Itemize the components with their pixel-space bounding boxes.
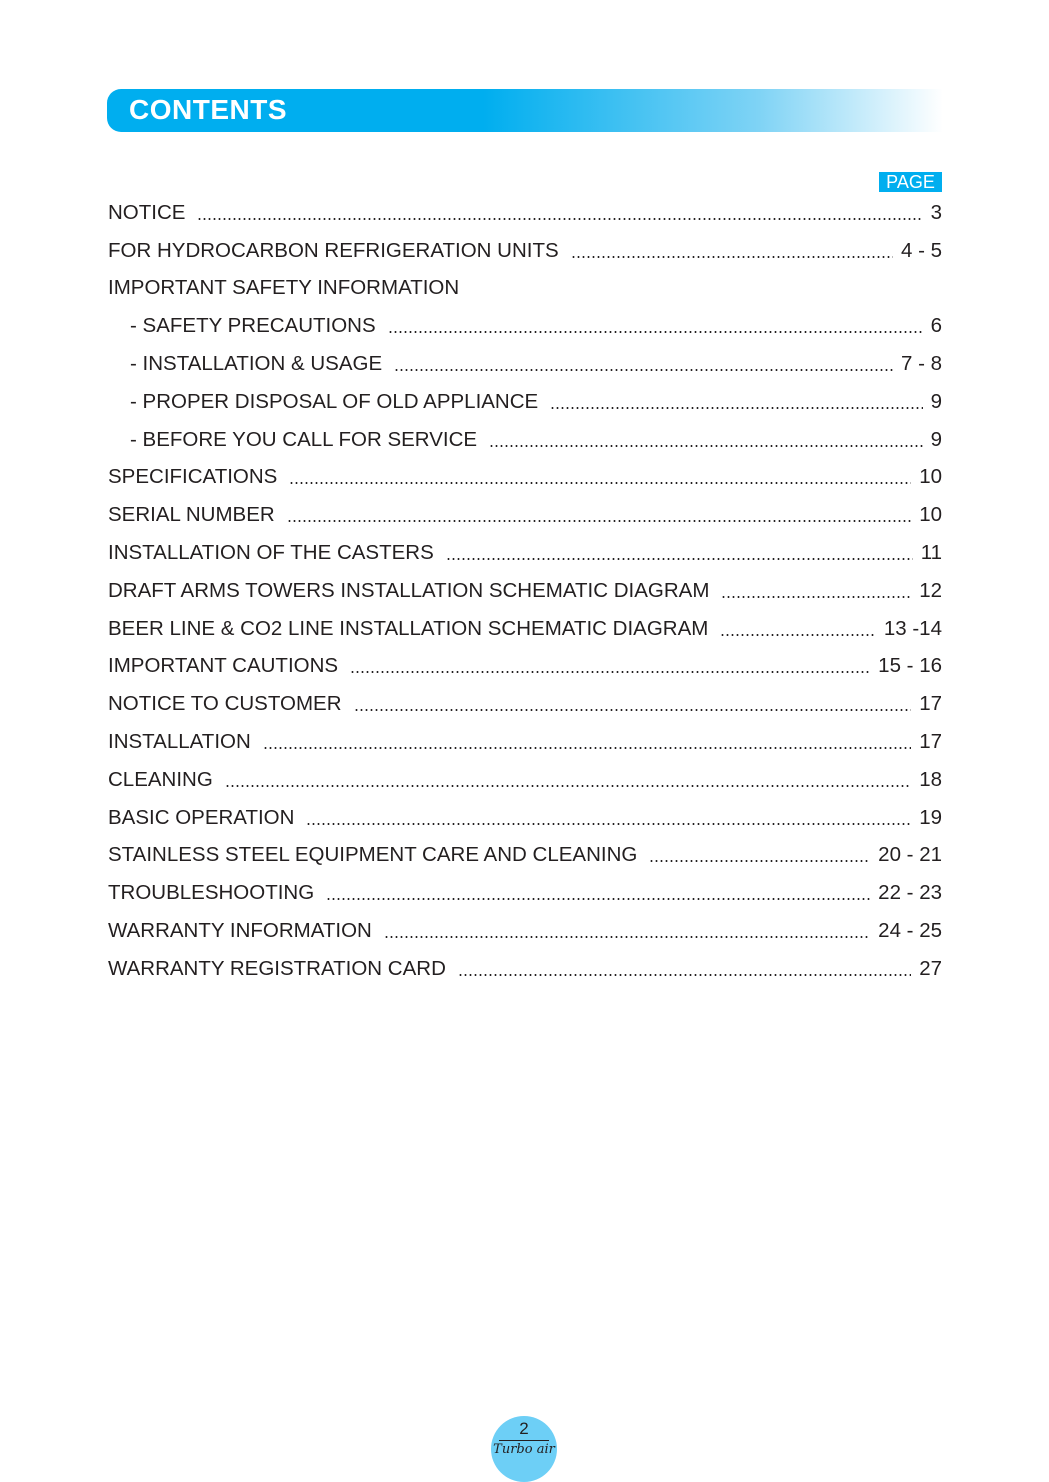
toc-dot-leader <box>350 670 870 674</box>
toc-entry-page: 24 - 25 <box>878 919 942 943</box>
toc-dot-leader <box>384 935 870 939</box>
toc-entry[interactable] <box>108 307 942 345</box>
table-of-contents <box>108 194 942 988</box>
toc-entry-title: SPECIFICATIONS <box>108 465 278 489</box>
toc-entry-title: IMPORTANT SAFETY INFORMATION <box>108 276 460 300</box>
toc-dot-leader <box>287 519 911 523</box>
toc-dot-leader <box>388 330 923 334</box>
page-column-label: PAGE <box>879 172 942 192</box>
toc-entry[interactable] <box>108 232 942 270</box>
page-title: CONTENTS <box>129 94 287 125</box>
toc-entry-title: - SAFETY PRECAUTIONS <box>130 314 376 338</box>
toc-entry-title: STAINLESS STEEL EQUIPMENT CARE AND CLEANING <box>108 843 638 867</box>
toc-entry[interactable] <box>108 837 942 875</box>
toc-entry-page: 9 <box>930 389 942 413</box>
toc-entry-page: 10 <box>919 465 942 489</box>
toc-entry-title: WARRANTY INFORMATION <box>108 919 372 943</box>
toc-entry-page: 17 <box>919 692 942 716</box>
toc-entry[interactable] <box>108 610 942 648</box>
toc-entry[interactable] <box>108 496 942 534</box>
toc-entry-page: 12 <box>919 578 942 602</box>
toc-entry-title: IMPORTANT CAUTIONS <box>108 654 339 678</box>
toc-entry-page: 13 -14 <box>883 616 942 640</box>
toc-dot-leader <box>289 481 911 485</box>
brand-logo-text: Turbo air <box>493 1442 555 1457</box>
toc-entry-title: INSTALLATION <box>108 730 251 754</box>
toc-entry-page: 11 <box>920 541 942 565</box>
toc-entry[interactable] <box>108 912 942 950</box>
toc-entry[interactable] <box>108 572 942 610</box>
toc-entry[interactable] <box>108 534 942 572</box>
toc-entry[interactable] <box>108 950 942 988</box>
toc-dot-leader <box>489 444 923 448</box>
toc-entry-title: INSTALLATION OF THE CASTERS <box>108 541 434 565</box>
toc-entry[interactable] <box>108 345 942 383</box>
toc-dot-leader <box>263 746 911 750</box>
toc-entry[interactable] <box>108 194 942 232</box>
footer-divider <box>499 1440 549 1441</box>
footer-badge <box>491 1416 557 1482</box>
toc-entry[interactable] <box>108 421 942 459</box>
toc-entry-title: SERIAL NUMBER <box>108 503 275 527</box>
toc-entry-page: 6 <box>930 314 942 338</box>
toc-entry-page: 27 <box>919 956 942 980</box>
toc-entry-title: BEER LINE & CO2 LINE INSTALLATION SCHEMATIC DIAGRAM <box>108 616 709 640</box>
footer-page-number: 2 <box>519 1419 529 1438</box>
toc-dot-leader <box>306 822 911 826</box>
toc-entry[interactable] <box>108 383 942 421</box>
toc-entry[interactable] <box>108 761 942 799</box>
toc-entry[interactable] <box>108 270 942 308</box>
toc-entry[interactable] <box>108 459 942 497</box>
toc-entry[interactable] <box>108 648 942 686</box>
toc-entry-page: 18 <box>919 767 942 791</box>
toc-entry[interactable] <box>108 723 942 761</box>
toc-dot-leader <box>354 708 912 712</box>
toc-entry-page: 19 <box>919 805 942 829</box>
toc-entry-title: WARRANTY REGISTRATION CARD <box>108 956 446 980</box>
toc-entry-title: - PROPER DISPOSAL OF OLD APPLIANCE <box>130 389 539 413</box>
toc-entry-page: 7 - 8 <box>900 352 942 376</box>
toc-entry-page: 20 - 21 <box>878 843 942 867</box>
toc-dot-leader <box>326 897 870 901</box>
toc-entry-title: CLEANING <box>108 767 213 791</box>
toc-entry[interactable] <box>108 799 942 837</box>
toc-entry-title: DRAFT ARMS TOWERS INSTALLATION SCHEMATIC DIAGRAM <box>108 578 710 602</box>
toc-entry-title: NOTICE TO CUSTOMER <box>108 692 342 716</box>
toc-entry-page: 22 - 23 <box>878 881 942 905</box>
toc-entry[interactable] <box>108 685 942 723</box>
contents-header-bar <box>107 89 943 132</box>
toc-dot-leader <box>649 859 870 863</box>
toc-entry-page: 9 <box>930 427 942 451</box>
toc-entry-page: 4 - 5 <box>900 238 942 262</box>
toc-dot-leader <box>458 973 911 977</box>
toc-entry-title: TROUBLESHOOTING <box>108 881 315 905</box>
toc-entry-title: FOR HYDROCARBON REFRIGERATION UNITS <box>108 238 559 262</box>
toc-dot-leader <box>550 406 922 410</box>
toc-entry-page: 15 - 16 <box>878 654 942 678</box>
toc-entry-page: 17 <box>919 730 942 754</box>
toc-dot-leader <box>720 633 876 637</box>
toc-dot-leader <box>225 784 911 788</box>
toc-entry-page: 10 <box>919 503 942 527</box>
toc-entry-page: 3 <box>930 200 942 224</box>
toc-dot-leader <box>571 255 893 259</box>
toc-entry-title: - INSTALLATION & USAGE <box>130 352 383 376</box>
toc-dot-leader <box>721 595 911 599</box>
toc-entry-title: - BEFORE YOU CALL FOR SERVICE <box>130 427 478 451</box>
toc-dot-leader <box>446 557 913 561</box>
toc-dot-leader <box>197 217 922 221</box>
toc-entry[interactable] <box>108 874 942 912</box>
toc-entry-title: NOTICE <box>108 200 186 224</box>
toc-entry-title: BASIC OPERATION <box>108 805 295 829</box>
toc-dot-leader <box>394 368 893 372</box>
